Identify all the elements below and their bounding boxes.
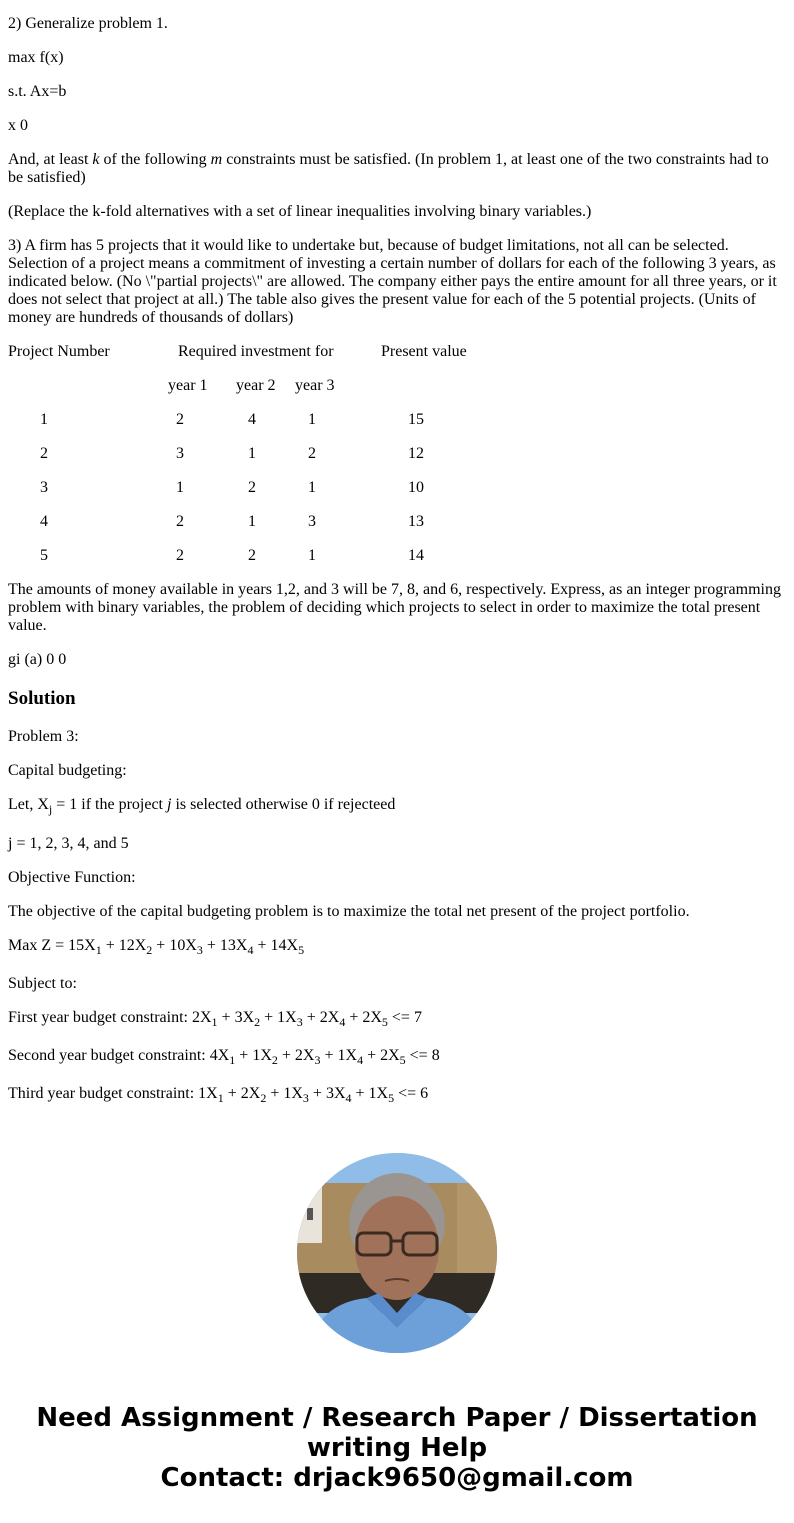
problem-3-text: 3) A firm has 5 projects that it would like to undertake but, because of budget limitations, not all can be selected. Selection of a project means a commitment of investing a certain number of dollars for each of the following 3 years, as indicated below. (No \"partial projects\" are allowed. The company either pays the entire amount for all three years, or it does not select that project at all.) The table also gives the present value for each of the 5 potential projects. (Units of money are hundreds of thousands of dollars) [8,237,777,326]
table-row [0,445,794,463]
term: 13X [219,937,248,954]
subscript: 1 [229,1053,236,1067]
header-present-value: Present value [381,343,467,360]
term: 1X [283,1085,303,1102]
table-row [0,513,794,531]
cell-year-1: 3 [176,445,184,462]
subscript: 4 [345,1091,352,1105]
subscript: 1 [217,1091,224,1105]
operator: + [345,1009,363,1026]
constraint-year-3 [8,1085,786,1103]
subscript: 2 [260,1091,267,1105]
constraint-label: Third year budget constraint: [8,1085,199,1102]
cell-year-1: 2 [176,513,184,530]
text-segment: is selected otherwise 0 if rejecteed [171,796,396,813]
var-j: j [166,796,172,813]
header-required-investment: Required investment for [178,343,334,360]
term: 2X [380,1047,400,1064]
cell-project: 3 [40,479,48,496]
table-row [0,411,794,429]
problem-2-objective: max f(x) [8,49,64,66]
term: 1X [198,1085,218,1102]
cell-project: 5 [40,547,48,564]
var-m: m [210,151,223,168]
subscript: 2 [254,1015,261,1029]
operator: + [217,1009,235,1026]
promo-banner [0,1403,794,1493]
subscript: 5 [399,1053,406,1067]
promo-line-2: writing Help [306,1433,488,1463]
term: 1X [252,1047,272,1064]
cell-year-2: 1 [248,513,256,530]
subject-to-label: Subject to: [8,975,77,992]
cell-year-2: 1 [248,445,256,462]
cell-project: 4 [40,513,48,530]
term: 3X [234,1009,255,1026]
cell-year-3: 1 [308,479,316,496]
table-row [0,479,794,497]
operator: + [351,1085,369,1102]
term: 2X [294,1047,315,1064]
cell-year-2: 2 [248,547,256,564]
header-project-number: Project Number [8,343,110,360]
operator: + [277,1047,295,1064]
problem-2-paragraph [8,151,786,187]
objective-text: The objective of the capital budgeting problem is to maximize the total net present of the project portfolio. [8,903,690,920]
subscript: 3 [302,1091,309,1105]
subscript: 1 [211,1015,218,1029]
term: 12X [118,937,147,954]
operator: + [302,1009,320,1026]
subscript: 3 [314,1053,321,1067]
table-header-row [0,343,794,361]
solution-topic: Capital budgeting: [8,762,127,779]
cell-year-3: 2 [308,445,316,462]
text-segment: Max Z = [8,937,69,954]
term: 1X [337,1047,358,1064]
cell-year-3: 3 [308,513,316,530]
cell-year-1: 2 [176,411,184,428]
table-subheader-row [0,377,794,395]
text-segment: = 1 if the project [52,796,167,813]
term: 1X [277,1009,297,1026]
constraint-year-1 [8,1009,786,1027]
variable-definition [8,796,786,814]
operator: + [320,1047,338,1064]
objective-equation [8,937,786,955]
cell-present-value: 10 [408,479,424,496]
operator: + [363,1047,381,1064]
term: 3X [325,1085,346,1102]
term: 1X [368,1085,389,1102]
cell-present-value: 14 [408,547,424,564]
stray-text: gi (a) 0 0 [8,651,67,668]
subscript: 3 [296,1015,303,1029]
problem-2-hint: (Replace the k-fold alternatives with a set of linear inequalities involving binary variables.) [8,203,592,220]
problem-2-constraint: s.t. Ax=b [8,83,67,100]
constraint-rhs: <= 7 [387,1009,422,1026]
term: 4X [209,1047,230,1064]
operator: + [253,937,271,954]
solution-problem-label: Problem 3: [8,728,79,745]
header-year-1: year 1 [168,377,208,394]
constraint-rhs: <= 8 [405,1047,440,1064]
operator: + [235,1047,253,1064]
promo-contact: Contact: drjack9650@gmail.com [160,1463,634,1493]
cell-project: 2 [40,445,48,462]
term: 10X [169,937,197,954]
objective-label: Objective Function: [8,869,136,886]
problem-3-closing: The amounts of money available in years 1,2, and 3 will be 7, 8, and 6, respectively. Express, as an integer programming problem with binary variables, the problem of deciding which projects to select in order to maximize the total present value. [8,581,781,634]
problem-2-nonneg: x 0 [8,117,28,134]
header-year-2: year 2 [236,377,276,394]
table-row [0,547,794,565]
operator: + [308,1085,326,1102]
author-avatar [297,1153,497,1353]
subscript: 2 [146,943,153,957]
subscript: 4 [339,1015,346,1029]
cell-year-2: 2 [248,479,256,496]
cell-year-3: 1 [308,547,316,564]
subscript: 2 [271,1053,278,1067]
term: 2X [319,1009,340,1026]
constraint-year-2 [8,1047,786,1065]
operator: + [260,1009,278,1026]
constraint-label: Second year budget constraint: [8,1047,210,1064]
operator: + [101,937,119,954]
header-year-3: year 3 [295,377,335,394]
subscript: 4 [247,943,254,957]
constraint-rhs: <= 6 [394,1085,429,1102]
cell-year-3: 1 [308,411,316,428]
term: 2X [240,1085,261,1102]
subscript: 3 [196,943,203,957]
var-k: k [92,151,100,168]
cell-year-1: 2 [176,547,184,564]
constraint-label: First year budget constraint: [8,1009,192,1026]
text-segment: of the following [99,151,211,168]
text-segment: And, at least [8,151,93,168]
operator: + [152,937,170,954]
index-range: j = 1, 2, 3, 4, and 5 [8,835,129,852]
cell-present-value: 12 [408,445,424,462]
cell-year-1: 1 [176,479,184,496]
promo-line-1: Need Assignment / Research Paper / Dissertation [36,1403,758,1433]
solution-heading: Solution [8,688,76,709]
cell-present-value: 13 [408,513,424,530]
subscript: 5 [298,943,305,957]
text-segment: Let, X [8,796,49,813]
term: 14X [270,937,299,954]
operator: + [223,1085,241,1102]
cell-present-value: 15 [408,411,424,428]
term: 15X [68,937,96,954]
operator: + [266,1085,284,1102]
cell-project: 1 [40,411,48,428]
operator: + [202,937,220,954]
cell-year-2: 4 [248,411,256,428]
subscript: 5 [381,1015,388,1029]
portrait-illustration [297,1153,497,1353]
term: 2X [362,1009,382,1026]
text-segment: constraints must be satisfied. (In problem 1, at least one of the two constraints had to be satisfied) [8,151,769,186]
subscript: j [48,802,53,816]
subscript: 4 [357,1053,364,1067]
problem-2-title: 2) Generalize problem 1. [8,15,168,32]
subscript: 5 [388,1091,395,1105]
term: 2X [191,1009,212,1026]
subscript: 1 [95,943,102,957]
